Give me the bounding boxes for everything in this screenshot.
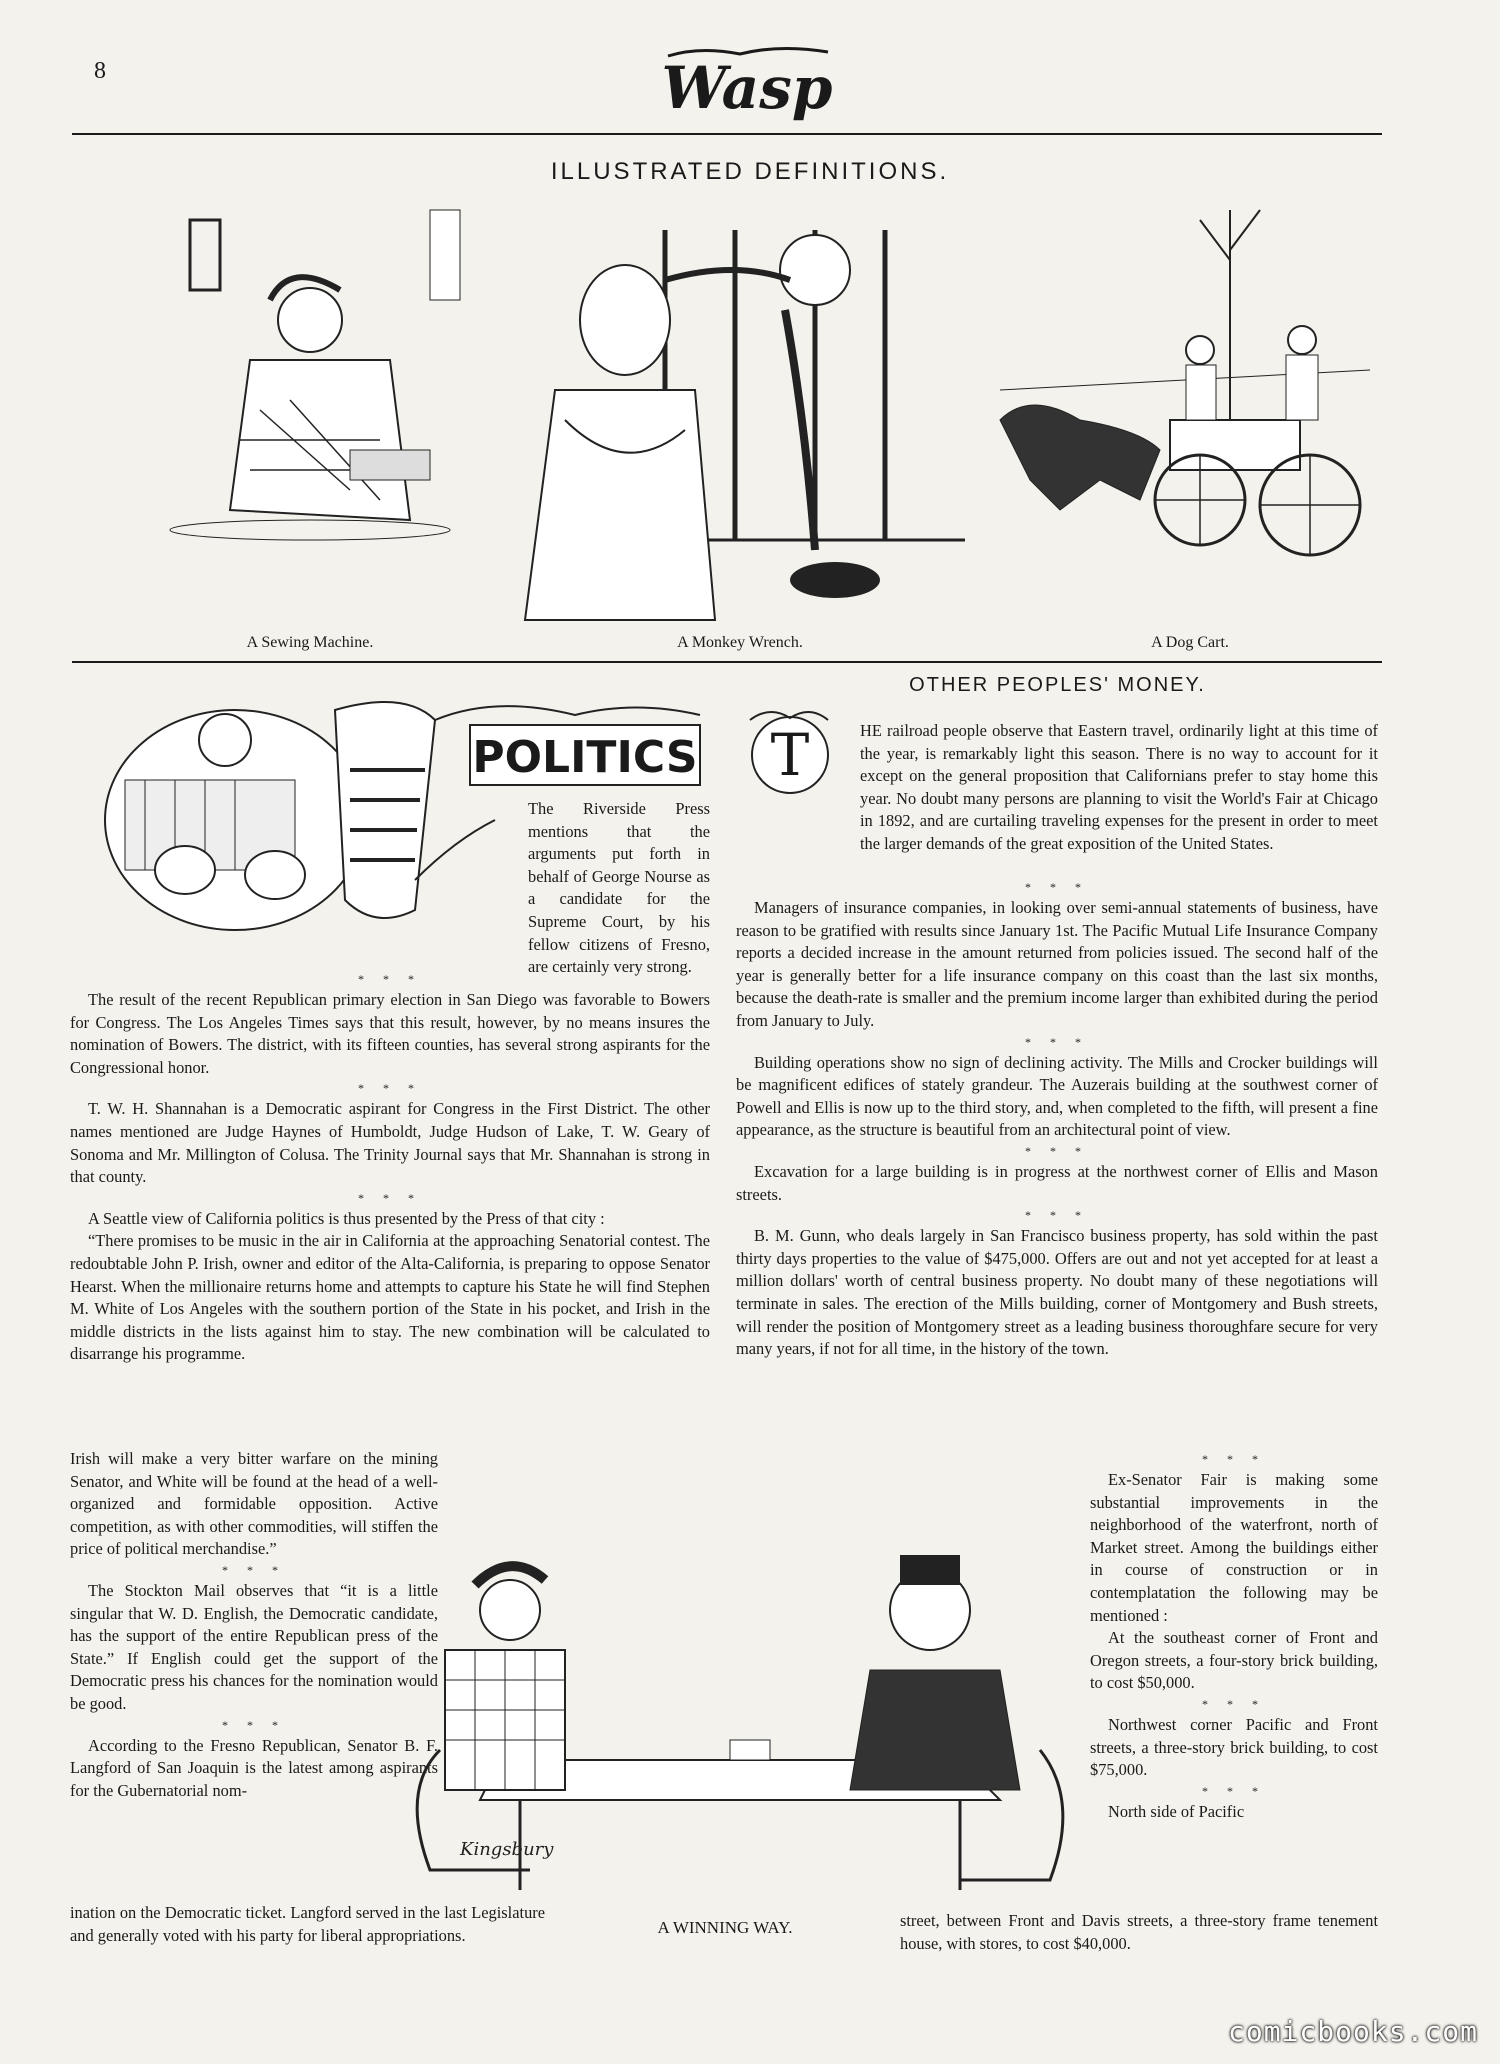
page-number: 8 <box>94 58 106 84</box>
money-p7: At the southeast corner of Front and Oregon streets, a four-story brick building, to cost $50,000. <box>1090 1628 1378 1693</box>
separator-stars: * * * <box>1025 1034 1089 1049</box>
separator-stars: * * * <box>1202 1696 1266 1711</box>
separator-stars: * * * <box>1025 880 1089 894</box>
winning-way-cartoon <box>400 1470 1080 1900</box>
caption-monkey-wrench: A Monkey Wrench. <box>677 634 803 651</box>
svg-text:Kingsbury: Kingsbury <box>460 1839 554 1860</box>
politics-p6: The Stockton Mail observes that “it is a little singular that W. D. English, the Democratic candidate, has the support of the entire Republican press of the State.” If English could get the support of the Democratic press his chances for the nomination would be good. <box>70 1580 438 1713</box>
money-p3: Building operations show no sign of declining activity. The Mills and Crocker buildings will be magnificent edifices of stately grandeur. The Auzerais building at the southwest corner of Powell and Ellis is now up to the third story, and, when completed to the fifth, will present a fine appearance, as the structure is beautiful from an architectural point of view. <box>736 1052 1378 1140</box>
section-title: ILLUSTRATED DEFINITIONS. <box>550 158 950 185</box>
separator-stars: * * * <box>222 1562 286 1577</box>
drop-cap-ornament <box>740 700 835 805</box>
caption-sewing-machine: A Sewing Machine. <box>246 634 374 651</box>
section-rule <box>72 661 1382 663</box>
money-p9a: North side of Pacific <box>1108 1801 1245 1821</box>
money-column <box>736 878 1378 1361</box>
separator-stars: * * * <box>358 1081 422 1096</box>
money-p2: Managers of insurance companies, in looking over semi-annual statements of business, have reason to be gratified with results since January 1st. The Pacific Mutual Life Insurance Company reports a decided increase in the amount returned from policies issued. The second half of the year is generally better for a life insurance company on this coast than the last six months, because the death-rate is smaller and the premium income larger than exhibited during the period from January to July. <box>736 898 1378 1030</box>
separator-stars: * * * <box>1202 1783 1266 1798</box>
money-p4: Excavation for a large building is in progress at the northwest corner of Ellis and Mason streets. <box>736 1161 1378 1204</box>
svg-text:Wasp: Wasp <box>661 54 833 122</box>
separator-stars: * * * <box>1025 1143 1089 1158</box>
politics-p5a: “There promises to be music in the air in California at the approaching Senatorial contest. The redoubtable John P. Irish, owner and editor of the Alta-California, is preparing to oppose Senator Hearst. When the millionaire returns home and attempts to capture his State he will find Stephen M. White of Los Angeles with the southern portion of the State in his pocket, and Irish in the middle districts in the lists against him to stay. The new combination will be calculated to disarrange his programme. <box>70 1231 710 1364</box>
politics-p7b: ination on the Democratic ticket. Langford served in the last Legislature and generally voted with his party for liberal appropriations. <box>70 1903 545 1945</box>
money-p1-top: HE railroad people observe that Eastern travel, ordinarily light at this time of the year, is remarkably light this season. There is no way to account for it except on the general proposition that Californians prefer to stay home this year. No doubt many persons are planning to visit the World's Fair at Chicago in 1892, and are curtailing traveling expenses for the present in order to meet the larger demands of the great exposition of the United States. <box>860 721 1378 853</box>
money-p5: B. M. Gunn, who deals largely in San Francisco business property, has sold within the past thirty days properties to the value of $475,000. Offers are out and not yet accepted for at least a million dollars' worth of central business property. No doubt many of these negotiations will terminate in sales. The erection of the Mills building, corner of Montgomery and Bush streets, will render the position of Montgomery street as a leading business thoroughfare secure for very many years, if not for all time, in the history of the town. <box>736 1226 1378 1359</box>
money-p6: Ex-Senator Fair is making some substantial improvements in the neighborhood of the waterfront, north of Market street. Among the buildings either in course of construction or in contemplatation the following may be mentioned : <box>1090 1470 1378 1625</box>
masthead-logo <box>660 36 835 126</box>
politics-p1: The Riverside Press mentions that the arguments put forth in behalf of George Nourse as a candidate for the Supreme Court, by his fellow citizens of Fresno, are certainly very strong. <box>528 799 710 977</box>
money-title: OTHER PEOPLES' MONEY. <box>909 674 1206 696</box>
politics-p3: T. W. H. Shannahan is a Democratic aspirant for Congress in the First District. The other names mentioned are Judge Haynes of Humboldt, Judge Hudson of Lake, T. W. Geary of Sonoma and Mr. Millington of Colusa. The Trinity Journal says that Mr. Shannahan is strong in that county. <box>70 1099 710 1187</box>
svg-text:T: T <box>770 721 810 789</box>
politics-p4: A Seattle view of California politics is thus presented by the Press of that city : <box>88 1208 605 1228</box>
monkey-wrench-illustration <box>505 220 975 640</box>
politics-p7a: According to the Fresno Republican, Senator B. F. Langford of San Joaquin is the latest among aspirants for the Gubernatorial nom- <box>70 1735 438 1800</box>
separator-stars: * * * <box>1025 1208 1089 1223</box>
politics-column-narrow <box>70 1448 438 1802</box>
caption-dog-cart: A Dog Cart. <box>1151 634 1229 651</box>
header-rule <box>72 133 1382 135</box>
separator-stars: * * * <box>222 1717 286 1732</box>
politics-p2: The result of the recent Republican primary election in San Diego was favorable to Bowers for Congress. The Los Angeles Times says that this result, however, by no means insures the nomination of Bowers. The district, with its fifteen counties, has several strong aspirants for the Congressional honor. <box>70 990 710 1077</box>
cartoon-caption: A WINNING WAY. <box>657 1918 793 1937</box>
money-column-narrow <box>1090 1450 1378 1823</box>
money-p9b: street, between Front and Davis streets, a three-story frame tenement house, with stores, to cost $40,000. <box>900 1911 1378 1953</box>
politics-p5b: Irish will make a very bitter warfare on the mining Senator, and White will be found at the head of a well-organized and formidable opposition. Active competition, as with other commodities, will stiffen the price of political merchandise.” <box>70 1449 438 1559</box>
sewing-machine-illustration <box>150 190 480 550</box>
watermark-footer: comicbooks.com <box>1227 2015 1478 2048</box>
separator-stars: * * * <box>358 1190 422 1205</box>
dog-cart-illustration <box>990 190 1380 560</box>
politics-column <box>70 970 710 1366</box>
money-p8: Northwest corner Pacific and Front streets, a three-story brick building, to cost $75,000. <box>1090 1714 1378 1780</box>
svg-text:POLITICS: POLITICS <box>472 732 698 783</box>
separator-stars: * * * <box>1202 1452 1266 1466</box>
separator-stars: * * * <box>358 972 422 986</box>
